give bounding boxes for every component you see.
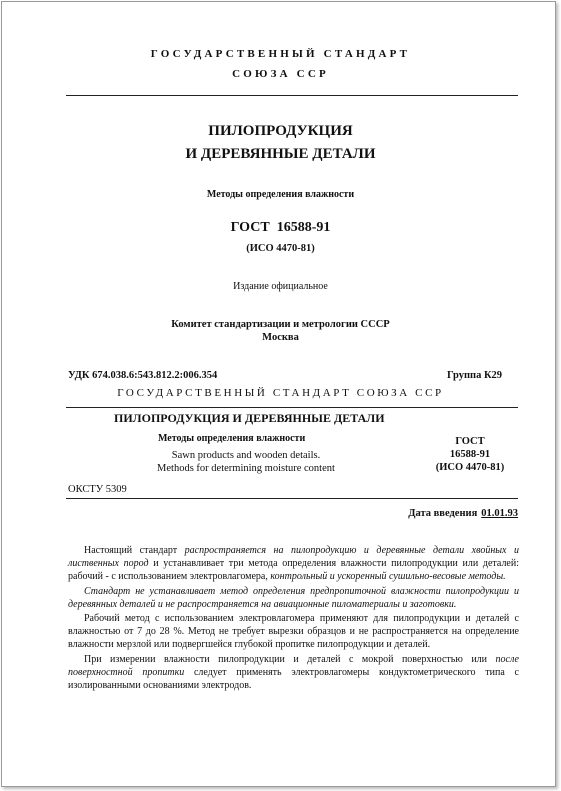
- document-title-line-2: И ДЕРЕВЯННЫЕ ДЕТАЛИ: [185, 146, 376, 162]
- gost-number: ГОСТ 16588-91: [230, 220, 331, 235]
- introduction-date-label: Дата введения: [408, 508, 478, 519]
- body-text: [68, 544, 519, 692]
- committee-name: Комитет стандартизации и метрологии СССР: [171, 319, 390, 330]
- oksty-code: ОКСТУ 5309: [68, 484, 127, 495]
- paragraph-1: [68, 544, 519, 584]
- iso-reference: (ИСО 4470-81): [246, 243, 315, 254]
- group-code: Группа К29: [447, 370, 503, 381]
- paragraph-1-part-a: Настоящий стандарт: [84, 545, 185, 556]
- block-gost-label: ГОСТ: [455, 436, 485, 447]
- block-title-ru: ПИЛОПРОДУКЦИЯ И ДЕРЕВЯННЫЕ ДЕТАЛИ: [114, 411, 385, 425]
- paragraph-2-text: Стандарт не устанавливает метод определения предпропиточной влажности пилопродукции и деревянных деталей и не распространяется на авиационные пиломатериалы и заготовки.: [68, 585, 519, 610]
- block-methods-ru: Методы определения влажности: [158, 433, 306, 444]
- paragraph-4: [68, 653, 519, 693]
- paragraph-4-part-c: следует применять электровлагомеры кондуктометрического типа с изолированными основаниями электродов.: [68, 666, 519, 692]
- block-iso-reference: (ИСО 4470-81): [435, 462, 505, 473]
- introduction-date-value: 01.01.93: [481, 508, 518, 519]
- block-gost-number: 16588-91: [449, 449, 491, 460]
- edition-label: Издание официальное: [233, 281, 328, 292]
- block-title-en-line-2: Methods for determining moisture content: [157, 463, 335, 474]
- udk-code: УДК 674.038.6:543.812.2:006.354: [68, 370, 218, 381]
- middle-divider: [66, 407, 518, 408]
- bottom-divider: [66, 498, 518, 499]
- introduction-date: [408, 508, 518, 519]
- paragraph-1-part-d: контрольный и ускоренный сушильно-весовые методы.: [270, 571, 506, 583]
- document-title-line-1: ПИЛОПРОДУКЦИЯ: [208, 123, 353, 139]
- block-title-en-line-1: Sawn products and wooden details.: [171, 450, 321, 461]
- header-line-1: ГОСУДАРСТВЕННЫЙ СТАНДАРТ: [150, 48, 411, 60]
- paragraph-2: [68, 585, 519, 611]
- top-divider: [66, 95, 518, 96]
- paragraph-1-part-c: и устанавливает три метода определения влажности пилопродукции или деталей: рабочий - с использованием электровлагомера,: [68, 558, 520, 583]
- paragraph-4-part-a: При измерении влажности пилопродукции и деталей с мокрой поверхностью или: [84, 653, 496, 665]
- document-subtitle: Методы определения влажности: [206, 189, 355, 200]
- paragraph-3: Рабочий метод с использованием электровлагомера применяют для пилопродукции и деталей с влажностью от 7 до 28 %. Метод не требует вырезки образцов и не распространяется на определение влажности мерзлой или подвергшейся глубокой пропитке пилопродукции и деталей.: [68, 613, 519, 651]
- paragraph-4-part-b: после поверхностной пропитки: [68, 653, 519, 678]
- standard-line: ГОСУДАРСТВЕННЫЙ СТАНДАРТ СОЮЗА ССР: [117, 387, 444, 399]
- publication-city: Москва: [262, 332, 299, 343]
- header-line-2: СОЮЗА ССР: [232, 68, 329, 80]
- paragraph-1-part-b: распространяется на пилопродукцию и деревянные детали хвойных и лиственных пород: [68, 545, 519, 570]
